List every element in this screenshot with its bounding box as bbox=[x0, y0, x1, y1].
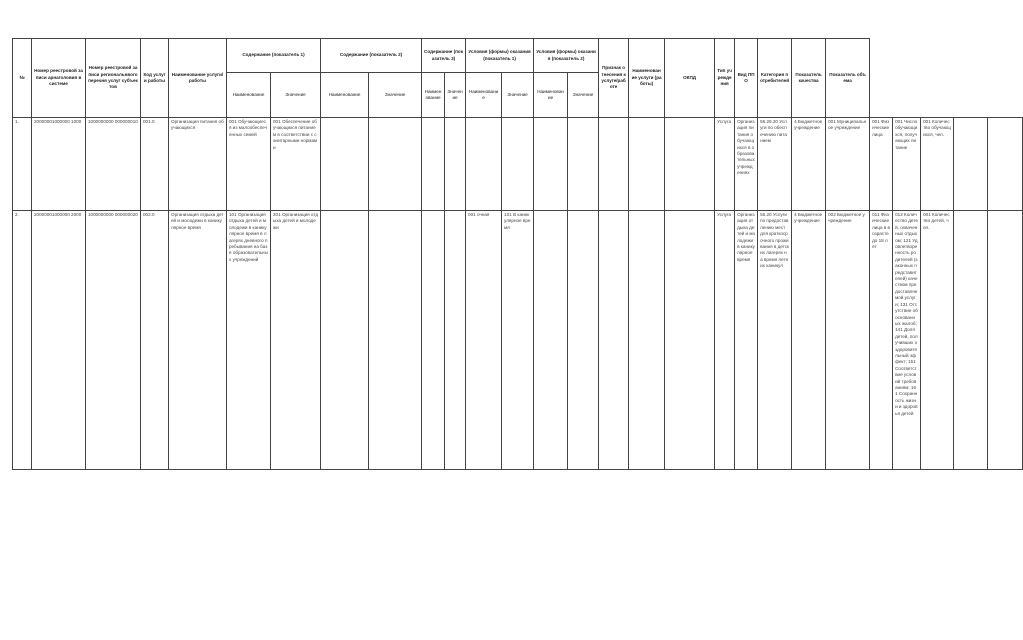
col-header-institution-type: Тип учреждения bbox=[715, 39, 735, 118]
table-cell: 001 Обучающиеся из малообеспеченных семей bbox=[227, 118, 271, 211]
table-cell bbox=[599, 211, 629, 470]
table-cell bbox=[568, 211, 599, 470]
table-cell bbox=[534, 118, 568, 211]
table-cell: Услуга bbox=[715, 118, 735, 211]
table-cell: 011 Физические лица в возрасте до 18 лет bbox=[870, 211, 893, 470]
subheader-value: Значение bbox=[568, 73, 599, 118]
table-cell: 56.29.20 Услуги по обеспечению питанием bbox=[758, 118, 792, 211]
subheader-name: Наименование bbox=[534, 73, 568, 118]
table-cell bbox=[665, 118, 715, 211]
table-cell bbox=[988, 211, 1023, 470]
table-cell: 101 В каникулярное время bbox=[502, 211, 534, 470]
table-row bbox=[13, 118, 1023, 211]
table-cell: 001 Число обучающихся, получающих питание bbox=[893, 118, 921, 211]
table-cell bbox=[629, 211, 665, 470]
table-cell: 20000001000000 2000 bbox=[32, 211, 86, 470]
subheader-value: Значение bbox=[271, 73, 321, 118]
subheader-name: Наименование bbox=[466, 73, 502, 118]
col-header-regional-record: Номер реестровой записи региональнвого перечня услуг субъектов bbox=[86, 39, 141, 118]
table-cell: 002 Бюджетное учреждение bbox=[826, 211, 870, 470]
table-cell: 012 Количество детей, охваченных отдыхом; 121 Удовлетворенность родителей (законных представителей) качеством предоставляемой услуги; 131 Отсутствие обоснованных жалоб; 141 Доля детей, получивших оздоровительный эффект; 151 Соответствие условий требованиям; 161 Сохранность жизни и здоровья детей bbox=[893, 211, 921, 470]
table-row bbox=[13, 211, 1023, 470]
col-header-okpd: ОКПД bbox=[665, 39, 715, 118]
registry-table bbox=[12, 38, 1023, 470]
table-cell bbox=[954, 118, 988, 211]
table-cell: 1000000000 000000010 bbox=[86, 118, 141, 211]
subheader-name: Наименование bbox=[321, 73, 369, 118]
table-cell: 2. bbox=[13, 211, 32, 470]
col-header-content-1: Содержание (показатель 1) bbox=[227, 39, 321, 73]
col-header-number: № bbox=[13, 39, 32, 118]
table-cell: 001 Обеспечение обучающихся питанием в соответствии с санитарными нормами bbox=[271, 118, 321, 211]
subheader-value: Значение bbox=[502, 73, 534, 118]
table-cell bbox=[321, 211, 369, 470]
table-cell: 1. bbox=[13, 118, 32, 211]
col-header-conditions-1: Условия (формы) оказания (показатель 1) bbox=[466, 39, 534, 73]
table-cell: 4 Бюджетное учреждение bbox=[792, 118, 826, 211]
subheader-value: Значение bbox=[369, 73, 422, 118]
table-cell: 001 Количество детей, чел. bbox=[921, 211, 954, 470]
col-header-conditions-2: Условия (формы) оказания (показатель 2) bbox=[534, 39, 599, 73]
table-cell bbox=[369, 211, 422, 470]
table-cell: 001.0 bbox=[141, 118, 169, 211]
table-cell bbox=[568, 118, 599, 211]
table-cell: 4 Бюджетное учреждение bbox=[792, 211, 826, 470]
table-cell: 101 Организация отдыха детей и молодежи в каникулярное время в лагерях дневного пребывания на базе образовательных учреждений bbox=[227, 211, 271, 470]
table-cell: Организация питания обучающихся bbox=[169, 118, 227, 211]
table-cell bbox=[422, 211, 445, 470]
table-cell: 001 Количество обучающихся, чел. bbox=[921, 118, 954, 211]
table-cell bbox=[599, 118, 629, 211]
table-cell: Услуга bbox=[715, 211, 735, 470]
table-cell: 201 Организация отдыха детей и молодежи bbox=[271, 211, 321, 470]
table-cell bbox=[954, 211, 988, 470]
table-cell bbox=[321, 118, 369, 211]
col-header-attribute: Признак отнесения к услуге/работе bbox=[599, 39, 629, 118]
col-header-consumer-category: Категория потребителей bbox=[758, 39, 792, 118]
table-cell: 55.20 Услуги по предоставлению мест для краткосрочного проживания в детских лагерях на время летних каникул bbox=[758, 211, 792, 470]
table-cell: 001 очная bbox=[466, 211, 502, 470]
table-cell bbox=[629, 118, 665, 211]
subheader-name: Наименование bbox=[422, 73, 445, 118]
table-cell: Организация питания обучающихся в образовательных учреждениях bbox=[735, 118, 758, 211]
table-cell: 20000001000000 1000 bbox=[32, 118, 86, 211]
table-cell: Организация отдыха детей и молодежи в каникулярное время bbox=[169, 211, 227, 470]
table-cell bbox=[665, 211, 715, 470]
col-header-service-code: Код услуги работы bbox=[141, 39, 169, 118]
col-header-content-3: Содержание (показатель 3) bbox=[422, 39, 466, 73]
table-cell bbox=[502, 118, 534, 211]
col-header-ppo-type: Вид ППО bbox=[735, 39, 758, 118]
table-cell bbox=[422, 118, 445, 211]
subheader-name: Наименование bbox=[227, 73, 271, 118]
table-cell: 001 Физические лица bbox=[870, 118, 893, 211]
col-header-service-name: Наименование услуги/работы bbox=[169, 39, 227, 118]
table-cell: 001 Муниципальное учреждение bbox=[826, 118, 870, 211]
col-header-quality-indicator: Показатель качества bbox=[792, 39, 826, 118]
table-cell bbox=[369, 118, 422, 211]
table-cell: 002.0 bbox=[141, 211, 169, 470]
col-header-work-name: Наименование услуги (работы) bbox=[629, 39, 665, 118]
table-cell bbox=[988, 118, 1023, 211]
subheader-value: Значение bbox=[445, 73, 466, 118]
table-cell: 1000000000 000000020 bbox=[86, 211, 141, 470]
table-cell bbox=[534, 211, 568, 470]
table-cell: Организация отдыха детей и молодежи в каникулярное время bbox=[735, 211, 758, 470]
table-cell bbox=[445, 211, 466, 470]
col-header-volume-indicator: Показатель объема bbox=[826, 39, 870, 118]
table-cell bbox=[466, 118, 502, 211]
col-header-content-2: Содержание (показатель 2) bbox=[321, 39, 422, 73]
table-cell bbox=[445, 118, 466, 211]
col-header-registry-record: Номер реестровой записи арнаголовия в системе bbox=[32, 39, 86, 118]
